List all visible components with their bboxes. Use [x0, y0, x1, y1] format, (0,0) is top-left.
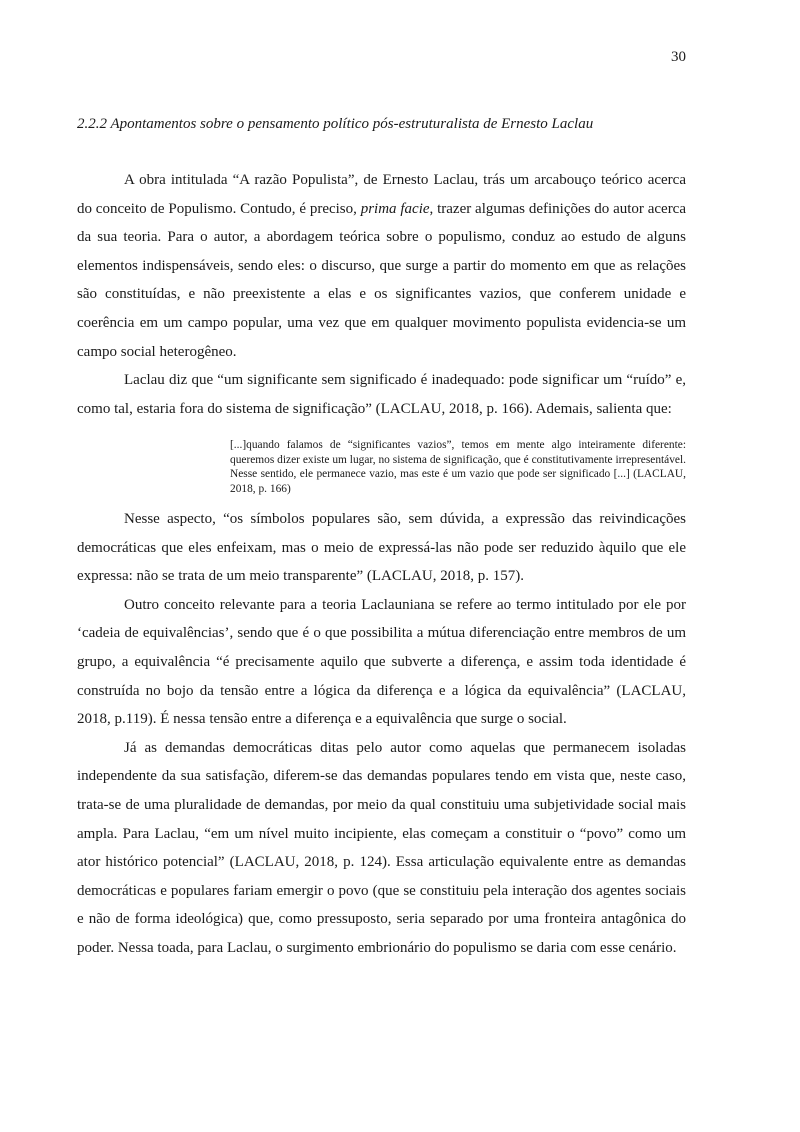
paragraph-4: Outro conceito relevante para a teoria Laclauniana se refere ao termo intitulado por ele por ‘cadeia de equivalências’, sendo que é o que possibilita a mútua diferenciação entre membros de um grupo, a equivalência “é precisamente aquilo que subverte a diferença, e assim toda identidade é construída no bojo da tensão entre a lógica da diferença e a lógica da equivalência” (LACLAU, 2018, p.119). É nessa tensão entre a diferença e a equivalência que surge o social.	[77, 596, 686, 728]
paragraph-1-italic-term: prima facie	[360, 200, 430, 217]
block-quote: [...]quando falamos de “significantes vazios”, temos em mente algo inteiramente diferente: queremos dizer existe um lugar, no sistema de significação, que é constitutivamente irrepresentável. Nesse sentido, ele permanece vazio, mas este é um vazio que pode ser significado [...] (LACLAU, 2018, p. 166)	[230, 439, 686, 495]
paragraph-5: Já as demandas democráticas ditas pelo autor como aquelas que permanecem isoladas independente da sua satisfação, diferem-se das demandas populares tendo em vista que, neste caso, trata-se de uma pluralidade de demandas, por meio da qual constituiu uma subjetividade social mais ampla. Para Laclau, “em um nível muito incipiente, elas começam a constituir o “povo” como um ator histórico potencial” (LACLAU, 2018, p. 124). Essa articulação equivalente entre as demandas democráticas e populares fariam emergir o povo (que se constituiu pela interação dos agentes sociais e não de forma ideológica) que, como pressuposto, seria separado por uma fronteira antagônica do poder. Nessa toada, para Laclau, o surgimento embrionário do populismo se daria com esse cenário.	[77, 739, 686, 956]
paragraph-2: Laclau diz que “um significante sem significado é inadequado: pode significar um “ruído” e, como tal, estaria fora do sistema de significação” (LACLAU, 2018, p. 166). Ademais, salienta que:	[77, 372, 686, 417]
paragraph-1-text-end: , trazer algumas definições do autor acerca da sua teoria. Para o autor, a abordagem teórica sobre o populismo, conduz ao estudo de alguns elementos indispensáveis, sendo eles: o discurso, que surge a partir do momento em que as relações são constituídas, e não preexistente a elas e os significantes vazios, que conferem unidade e coerência em um campo popular, uma vez que em qualquer movimento populista evidencia-se um campo social heterogêneo.	[77, 200, 686, 360]
paragraph-3: Nesse aspecto, “os símbolos populares são, sem dúvida, a expressão das reivindicações democráticas que eles enfeixam, mas o meio de expressá-las não pode ser reduzido àquilo que ele expressa: não se trata de um meio transparente” (LACLAU, 2018, p. 157).	[77, 510, 686, 585]
paragraph-1	[77, 166, 686, 366]
section-heading: 2.2.2 Apontamentos sobre o pensamento político pós-estruturalista de Ernesto Laclau	[77, 116, 594, 132]
page-number: 30	[671, 49, 686, 65]
document-body	[77, 166, 686, 962]
paragraph-1-text-start: A obra intitulada “A razão Populista”, de Ernesto Laclau, trás um arcabouço teórico acerca do conceito de Populismo. Contudo, é preciso,	[77, 172, 686, 217]
